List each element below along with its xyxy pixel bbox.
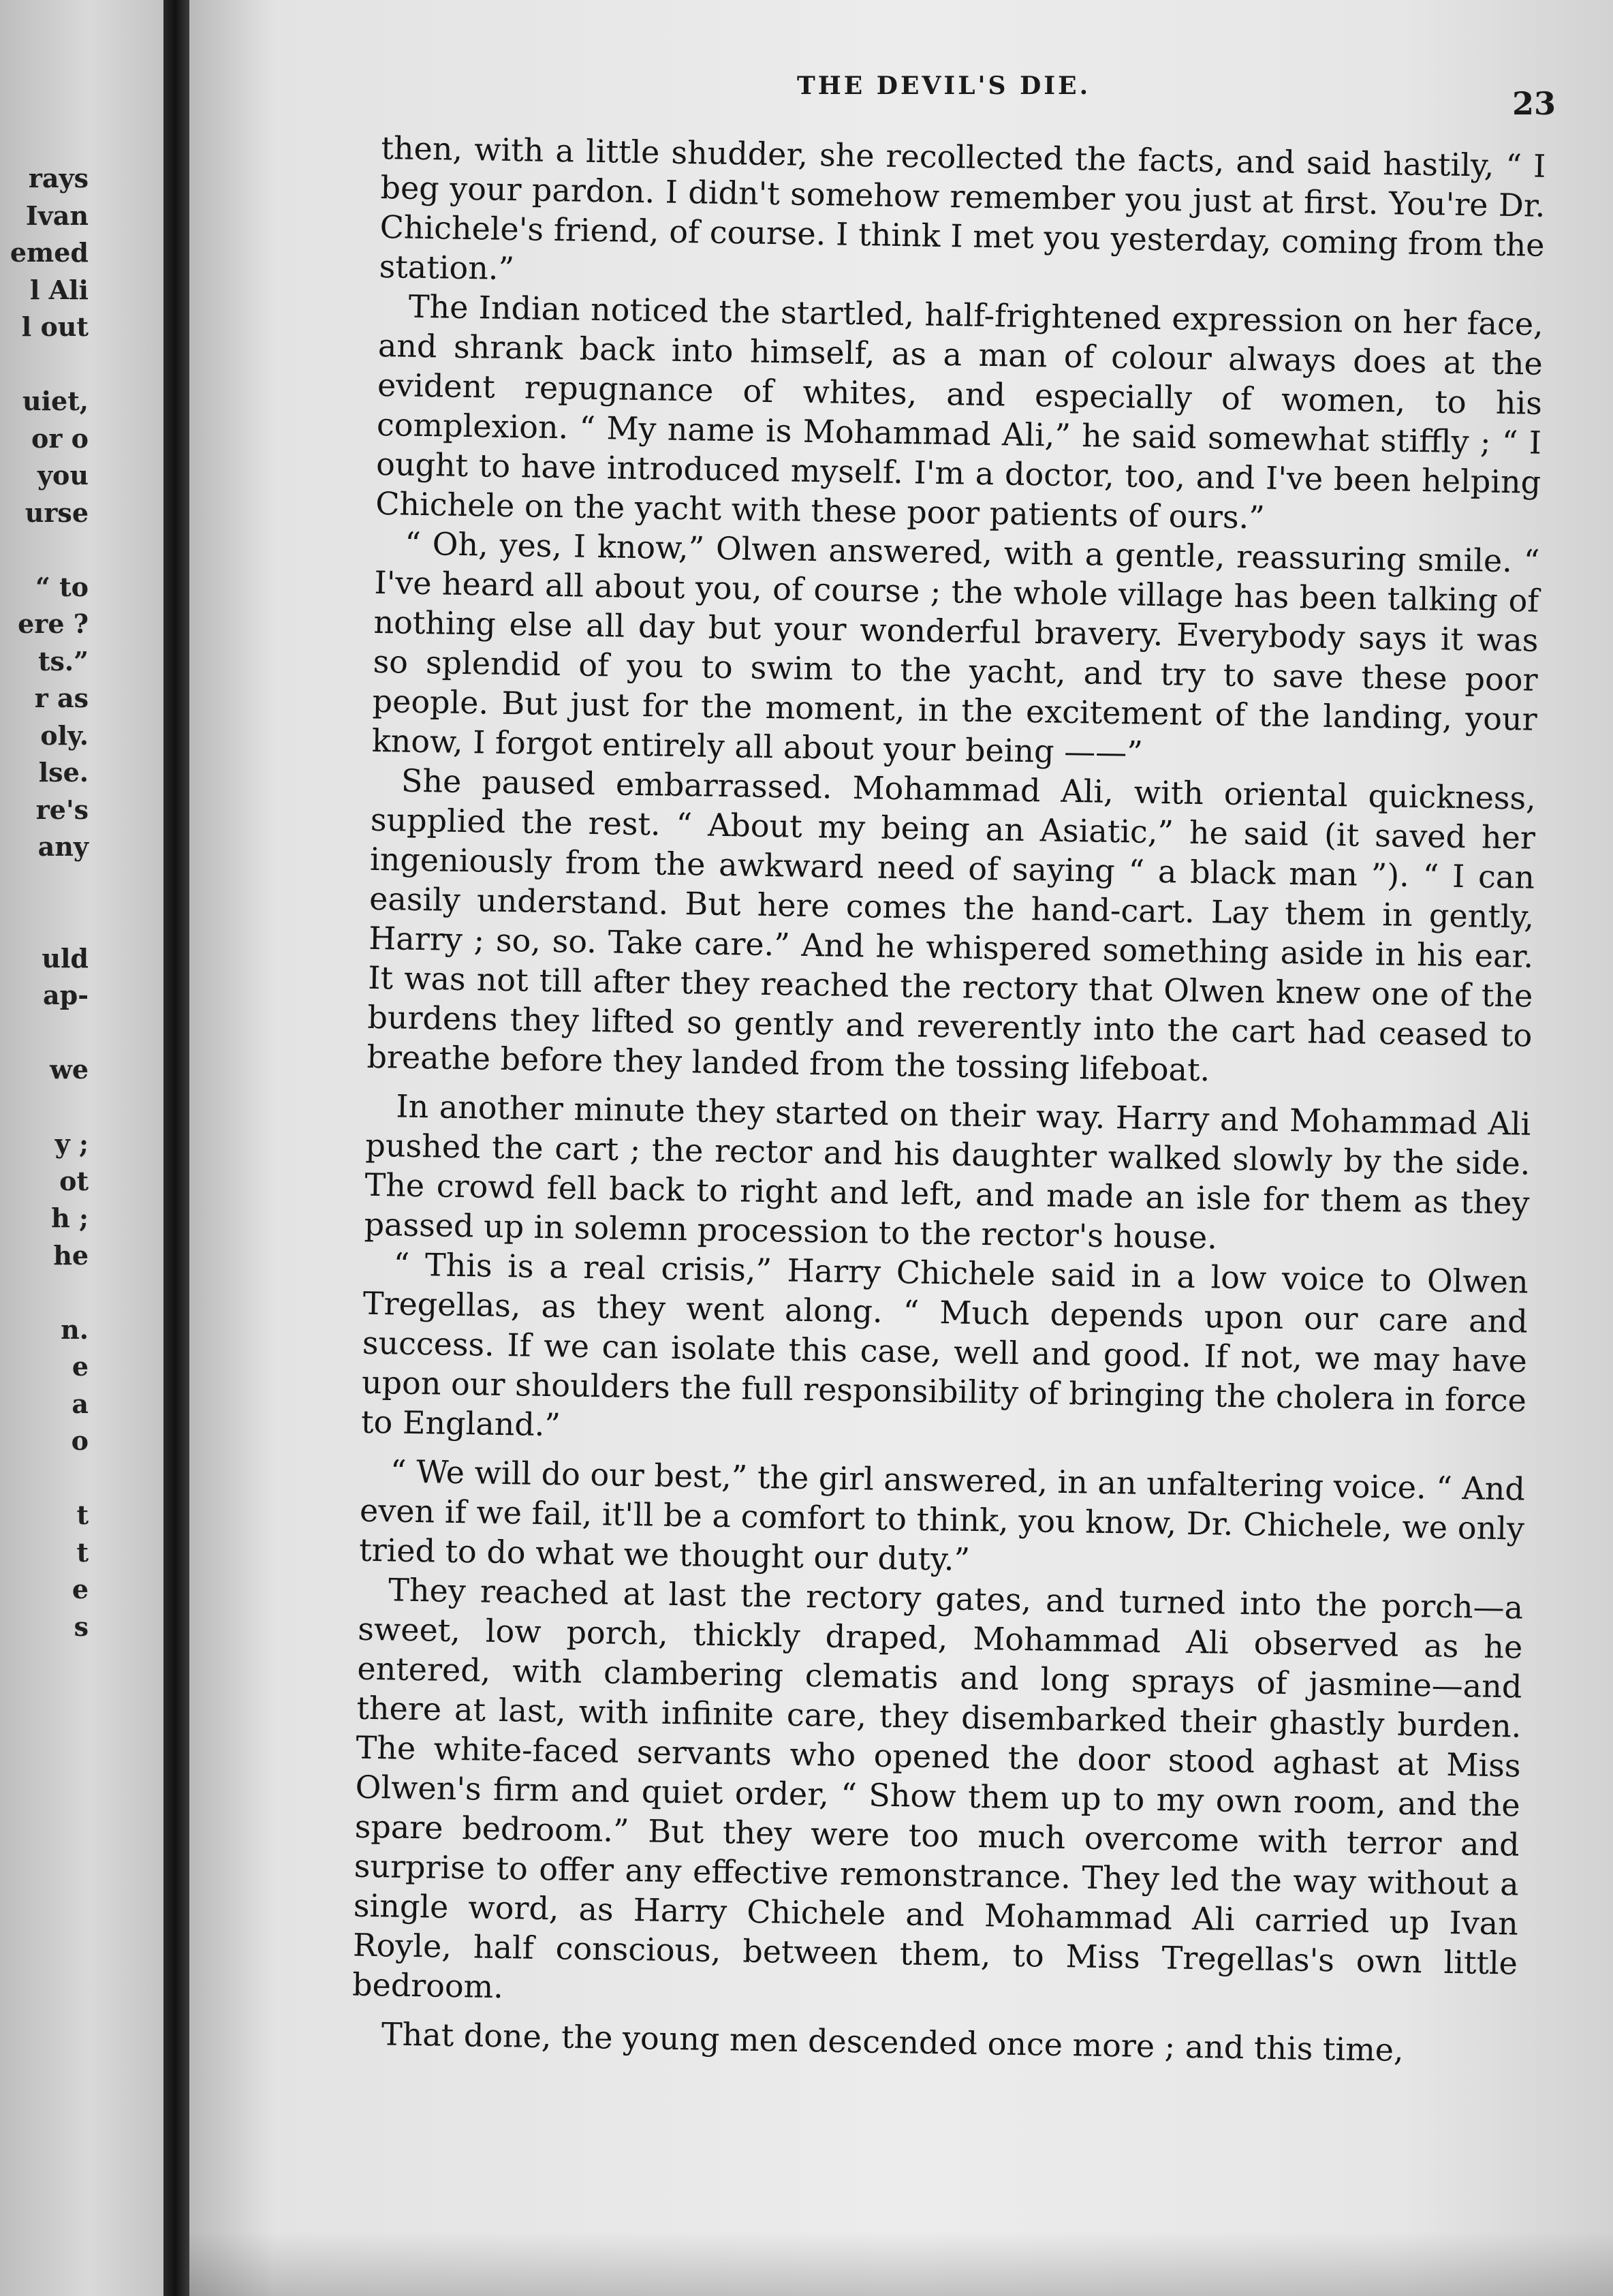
left-fragment: uld [42, 942, 89, 974]
left-fragment: you [37, 460, 89, 491]
left-fragment: ot [59, 1165, 89, 1196]
running-head: THE DEVIL'S DIE. [797, 72, 1091, 100]
left-fragment: ere ? [18, 608, 89, 639]
left-fragment [0, 866, 89, 903]
paragraph: They reached at last the rectory gates, and turned into the porch—a sweet, low porch, thickly draped, Mohammad Ali observed as he entered, with clambering clematis and long sprays of jasmine—and there at last, with infinite care, they disembarked their ghastly burden. The white-faced servants who opened the door stood aghast at Miss Olwen's firm and quiet order, “ Show them up to my own room, and the spare bedroom.” But they were too much overcome with terror and surprise to offer any effective remonstrance. They led the way without a single word, as Harry Chichele and Mohammad Ali carried up Ivan Royle, half conscious, between them, to Miss Tregellas's own little bedroom. [351, 1571, 1524, 2006]
page-number: 23 [1512, 85, 1556, 122]
paragraph: That done, the young men descended once more ; and this time, [381, 2015, 1405, 2068]
left-fragment: y ; [54, 1128, 89, 1159]
paragraph: She paused embarrassed. Mohammad Ali, with oriental quickness, supplied the rest. “ About my being an Asiatic,” he said (it saved her ingeniously from the awkward need of saying “ a black man ”). “ I can easily understand. But here comes the hand-cart. Lay them in gently, Harry ; so, so. Take care.” And he whispered something aside in his ear. It was not till after they reached the rectory that Olwen knew one of the burdens they lifted so gently and reverently into the cart had ceased to breathe before they landed from the tossing lifeboat. [366, 762, 1537, 1089]
left-fragment: r as [34, 683, 89, 713]
paragraph: “ This is a real crisis,” Harry Chichele said in a low voice to Olwen Tregellas, as they went along. “ Much depends upon our care and success. If we can isolate this case, well and good. If not, we may have upon our shoulders the full responsibility of bringing the cholera in force to England.” [360, 1245, 1529, 1444]
paragraph: then, with a little shudder, she recollected the facts, and said hastily, “ I beg your pardon. I didn't somehow remember you just at first. You're Dr. Chichele's friend, of course. I think I met you yesterday, coming from the station.” [379, 129, 1546, 288]
paragraph: The Indian noticed the startled, half-frightened expression on her face, and shrank back into himself, as a man of colour always does at the evident repugnance of whites, and especially of women, to his complexion. “ My name is Mohammad Ali,” he said somewhat stiffly ; “ I ought to have introduced myself. I'm a doctor, too, and I've been helping Chichele on the yacht with these poor patients of ours.” [375, 288, 1544, 536]
left-fragment: a [72, 1388, 89, 1419]
left-fragment [0, 1014, 89, 1052]
left-fragment: or o [31, 422, 89, 454]
paragraph: “ Oh, yes, I know,” Olwen answered, with a gentle, reassuring smile. “ I've heard all about you, of course ; the whole village has been talking of nothing else all day but your wonderful bravery. Everybody says it was so splendid of you to swim to the yacht, and try to save these poor people. But just for the moment, in the excitement of the landing, your know, I forgot entirely all about your being ——” [371, 525, 1540, 771]
left-fragment: urse [25, 497, 89, 528]
left-fragment [0, 346, 89, 384]
left-fragment: oly. [40, 719, 89, 751]
left-fragment: e [72, 1574, 89, 1604]
left-fragment: l out [21, 311, 89, 342]
left-page-fragments [0, 160, 89, 1645]
left-fragment [0, 1460, 89, 1498]
left-fragment: re's [35, 794, 89, 825]
left-fragment: he [53, 1239, 89, 1271]
left-fragment: we [50, 1054, 89, 1085]
page-bottom-shadow [189, 2231, 1613, 2296]
body-text [351, 128, 1546, 2072]
left-page [0, 0, 163, 2296]
left-fragment: t [76, 1536, 89, 1568]
left-fragment: t [76, 1500, 89, 1530]
left-fragment: l Ali [29, 274, 89, 305]
left-fragment: ap- [43, 980, 89, 1010]
left-fragment: lse. [38, 757, 89, 788]
left-fragment: “ to [35, 571, 89, 602]
left-fragment: uiet, [22, 386, 89, 416]
left-fragment: ts.” [37, 645, 89, 677]
left-fragment [0, 903, 89, 940]
left-fragment [0, 531, 89, 569]
left-fragment [0, 1089, 89, 1126]
left-fragment: emed [10, 237, 89, 268]
paragraph: “ We will do our best,” the girl answered, in an unfaltering voice. “ And even if we fail, it'll be a comfort to think, you know, Dr. Chichele, we only tried to do what we thought our duty.” [358, 1453, 1526, 1578]
left-fragment: Ivan [25, 200, 89, 231]
left-fragment: n. [61, 1314, 89, 1345]
left-fragment [0, 1274, 89, 1312]
left-fragment: e [72, 1351, 89, 1382]
paragraph: In another minute they started on their way. Harry and Mohammad Ali pushed the cart ; the rector and his daughter walked slowly by the side. The crowd fell back to right and left, and made an isle for them as they passed up in solemn procession to the rector's house. [364, 1087, 1531, 1256]
left-fragment: h ; [51, 1203, 89, 1233]
book-spine-gutter [163, 0, 189, 2296]
left-fragment: any [37, 831, 89, 862]
left-fragment: rays [28, 163, 89, 193]
left-fragment: s [74, 1611, 89, 1642]
left-fragment: o [71, 1425, 89, 1456]
